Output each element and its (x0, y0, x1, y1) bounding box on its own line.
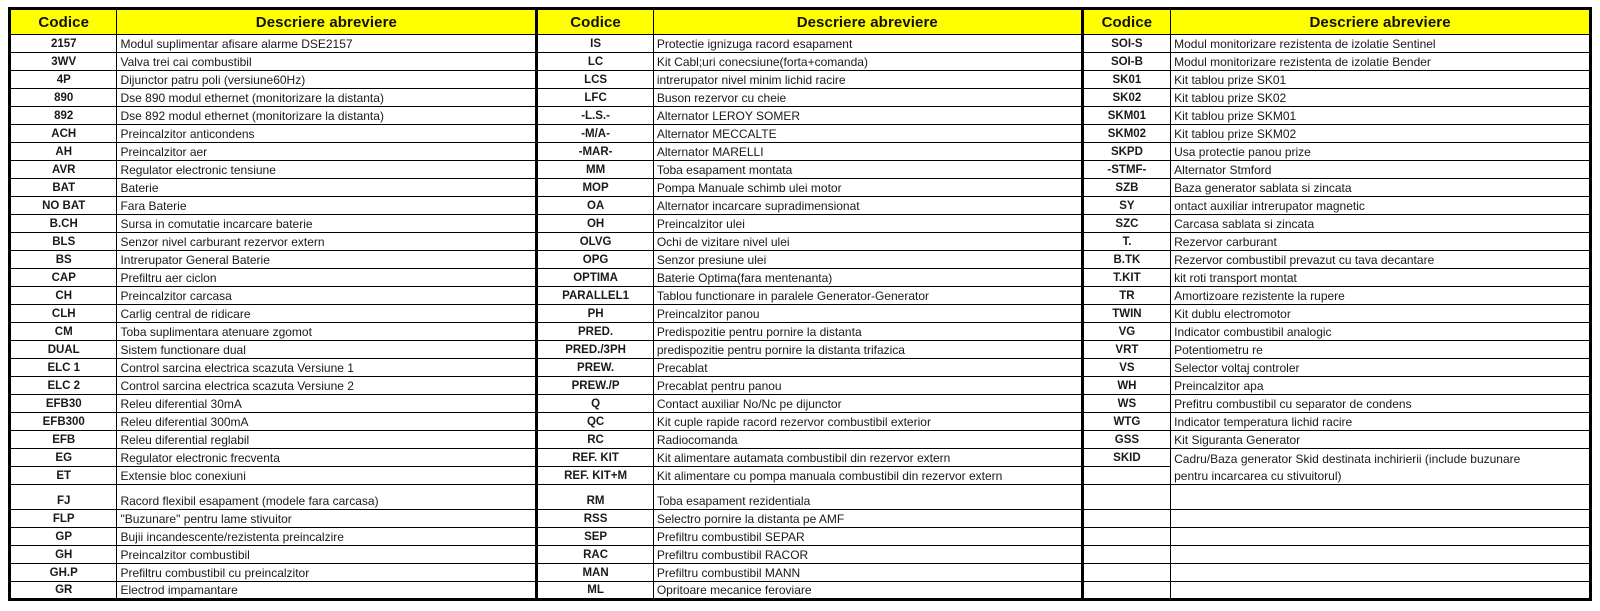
table-row (10, 359, 1591, 377)
desc-cell: Preincalzitor anticondens (117, 125, 537, 143)
table-body (10, 35, 1591, 600)
code-cell: CH (10, 287, 117, 305)
code-cell: OLVG (537, 233, 654, 251)
code-cell (1082, 467, 1170, 485)
table-row (10, 449, 1591, 467)
code-cell: BAT (10, 179, 117, 197)
desc-cell: Prefiltru combustibil MANN (653, 564, 1082, 582)
code-cell: RC (537, 431, 654, 449)
desc-cell: Kit tablou prize SK01 (1171, 71, 1591, 89)
code-cell: -L.S.- (537, 107, 654, 125)
desc-cell: pentru incarcarea cu stivuitorul) (1171, 467, 1591, 485)
desc-cell: Preincalzitor panou (653, 305, 1082, 323)
desc-cell: Predispozitie pentru pornire la distanta (653, 323, 1082, 341)
code-cell: VS (1082, 359, 1170, 377)
code-cell: ELC 1 (10, 359, 117, 377)
code-cell: WH (1082, 377, 1170, 395)
desc-cell: Kit Cabl;uri conecsiune(forta+comanda) (653, 53, 1082, 71)
codice-header-2: Codice (537, 9, 654, 35)
code-cell: SOI-S (1082, 35, 1170, 53)
code-cell: SKPD (1082, 143, 1170, 161)
code-cell: DUAL (10, 341, 117, 359)
desc-cell: Baterie (117, 179, 537, 197)
code-cell: SZC (1082, 215, 1170, 233)
code-cell: RM (537, 485, 654, 510)
desc-cell: Dse 892 modul ethernet (monitorizare la distanta) (117, 107, 537, 125)
desc-cell: Kit alimentare autamata combustibil din rezervor extern (653, 449, 1082, 467)
table-row (10, 467, 1591, 485)
code-cell: OPG (537, 251, 654, 269)
desc-cell (1171, 582, 1591, 600)
desc-cell: Carcasa sablata si zincata (1171, 215, 1591, 233)
code-cell (1082, 485, 1170, 510)
code-cell: 3WV (10, 53, 117, 71)
desc-cell: Electrod impamantare (117, 582, 537, 600)
desc-cell: Pompa Manuale schimb ulei motor (653, 179, 1082, 197)
code-cell: EFB300 (10, 413, 117, 431)
desc-cell: Releu diferential 300mA (117, 413, 537, 431)
descriere-header-3: Descriere abreviere (1171, 9, 1591, 35)
code-cell: CAP (10, 269, 117, 287)
desc-cell: Kit dublu electromotor (1171, 305, 1591, 323)
code-cell: SY (1082, 197, 1170, 215)
desc-cell: Kit alimentare cu pompa manuala combustibil din rezervor extern (653, 467, 1082, 485)
code-cell: FLP (10, 510, 117, 528)
desc-cell (1171, 546, 1591, 564)
code-cell: SEP (537, 528, 654, 546)
desc-cell: Kit tablou prize SK02 (1171, 89, 1591, 107)
descriere-header-1: Descriere abreviere (117, 9, 537, 35)
code-cell: AH (10, 143, 117, 161)
desc-cell: Kit Siguranta Generator (1171, 431, 1591, 449)
code-cell: WTG (1082, 413, 1170, 431)
table-row (10, 125, 1591, 143)
code-cell: SOI-B (1082, 53, 1170, 71)
desc-cell: Selector voltaj controler (1171, 359, 1591, 377)
desc-cell (1171, 528, 1591, 546)
desc-cell: Kit cuple rapide racord rezervor combustibil exterior (653, 413, 1082, 431)
desc-cell: "Buzunare" pentru lame stivuitor (117, 510, 537, 528)
desc-cell: Preincalzitor aer (117, 143, 537, 161)
table-row (10, 413, 1591, 431)
code-cell: VG (1082, 323, 1170, 341)
code-cell: 4P (10, 71, 117, 89)
code-cell: FJ (10, 485, 117, 510)
code-cell: GSS (1082, 431, 1170, 449)
table-row (10, 197, 1591, 215)
desc-cell: Prefitru combustibil cu separator de condens (1171, 395, 1591, 413)
desc-cell: Extensie bloc conexiuni (117, 467, 537, 485)
desc-cell: Dijunctor patru poli (versiune60Hz) (117, 71, 537, 89)
desc-cell: Kit tablou prize SKM01 (1171, 107, 1591, 125)
desc-cell: Contact auxiliar No/Nc pe dijunctor (653, 395, 1082, 413)
desc-cell: Tablou functionare in paralele Generator-Generator (653, 287, 1082, 305)
code-cell: IS (537, 35, 654, 53)
code-cell: REF. KIT (537, 449, 654, 467)
desc-cell: Control sarcina electrica scazuta Versiune 1 (117, 359, 537, 377)
desc-cell: Kit tablou prize SKM02 (1171, 125, 1591, 143)
header-row (10, 9, 1591, 35)
table-row (10, 528, 1591, 546)
code-cell: EFB30 (10, 395, 117, 413)
code-cell: ET (10, 467, 117, 485)
desc-cell: Control sarcina electrica scazuta Versiune 2 (117, 377, 537, 395)
table-header (10, 9, 1591, 35)
desc-cell: Modul suplimentar afisare alarme DSE2157 (117, 35, 537, 53)
desc-cell: predispozitie pentru pornire la distanta trifazica (653, 341, 1082, 359)
desc-cell: Senzor presiune ulei (653, 251, 1082, 269)
desc-cell: Usa protectie panou prize (1171, 143, 1591, 161)
code-cell: GR (10, 582, 117, 600)
desc-cell: Preincalzitor ulei (653, 215, 1082, 233)
desc-cell: Buson rezervor cu cheie (653, 89, 1082, 107)
table-row (10, 161, 1591, 179)
code-cell: WS (1082, 395, 1170, 413)
desc-cell: Fara Baterie (117, 197, 537, 215)
code-cell: VRT (1082, 341, 1170, 359)
code-cell: SK02 (1082, 89, 1170, 107)
code-cell (1082, 582, 1170, 600)
table-row (10, 546, 1591, 564)
table-row (10, 71, 1591, 89)
code-cell: PARALLEL1 (537, 287, 654, 305)
desc-cell: kit roti transport montat (1171, 269, 1591, 287)
desc-cell: Releu diferential reglabil (117, 431, 537, 449)
code-cell: 890 (10, 89, 117, 107)
code-cell: ELC 2 (10, 377, 117, 395)
desc-cell: Preincalzitor combustibil (117, 546, 537, 564)
table-row (10, 89, 1591, 107)
code-cell (1082, 528, 1170, 546)
desc-cell: Regulator electronic frecventa (117, 449, 537, 467)
desc-cell: Opritoare mecanice feroviare (653, 582, 1082, 600)
table-row (10, 179, 1591, 197)
desc-cell: Bujii incandescente/rezistenta preincalzire (117, 528, 537, 546)
code-cell: LFC (537, 89, 654, 107)
desc-cell: Preincalzitor apa (1171, 377, 1591, 395)
desc-cell: Intrerupator General Baterie (117, 251, 537, 269)
code-cell: SKID (1082, 449, 1170, 467)
table-row (10, 107, 1591, 125)
code-cell: TR (1082, 287, 1170, 305)
desc-cell: ontact auxiliar intrerupator magnetic (1171, 197, 1591, 215)
desc-cell (1171, 510, 1591, 528)
desc-cell: Potentiometru re (1171, 341, 1591, 359)
table-row (10, 431, 1591, 449)
desc-cell: Rezervor carburant (1171, 233, 1591, 251)
code-cell: TWIN (1082, 305, 1170, 323)
table-row (10, 323, 1591, 341)
code-cell: LCS (537, 71, 654, 89)
codice-header-3: Codice (1082, 9, 1170, 35)
code-cell: SKM02 (1082, 125, 1170, 143)
desc-cell: Toba esapament rezidentiala (653, 485, 1082, 510)
table-row (10, 215, 1591, 233)
desc-cell: Alternator MARELLI (653, 143, 1082, 161)
desc-cell: Precablat (653, 359, 1082, 377)
table-row (10, 377, 1591, 395)
code-cell: OA (537, 197, 654, 215)
code-cell: CM (10, 323, 117, 341)
desc-cell: Senzor nivel carburant rezervor extern (117, 233, 537, 251)
desc-cell: Dse 890 modul ethernet (monitorizare la distanta) (117, 89, 537, 107)
desc-cell: Alternator MECCALTE (653, 125, 1082, 143)
table-row (10, 564, 1591, 582)
codice-header-1: Codice (10, 9, 117, 35)
code-cell: GH (10, 546, 117, 564)
desc-cell: Protectie ignizuga racord esapament (653, 35, 1082, 53)
code-cell: REF. KIT+M (537, 467, 654, 485)
desc-cell: Sistem functionare dual (117, 341, 537, 359)
code-cell: 2157 (10, 35, 117, 53)
code-cell: GH.P (10, 564, 117, 582)
desc-cell: Carlig central de ridicare (117, 305, 537, 323)
table-row (10, 510, 1591, 528)
desc-cell: Prefiltru aer ciclon (117, 269, 537, 287)
code-cell: T. (1082, 233, 1170, 251)
table-row (10, 341, 1591, 359)
code-cell (1082, 546, 1170, 564)
desc-cell: Alternator Stmford (1171, 161, 1591, 179)
code-cell: B.TK (1082, 251, 1170, 269)
desc-cell: Precablat pentru panou (653, 377, 1082, 395)
code-cell: PRED./3PH (537, 341, 654, 359)
code-cell: Q (537, 395, 654, 413)
desc-cell: Baza generator sablata si zincata (1171, 179, 1591, 197)
code-cell: RAC (537, 546, 654, 564)
table-row (10, 582, 1591, 600)
abbreviation-table (8, 7, 1592, 601)
desc-cell: Rezervor combustibil prevazut cu tava decantare (1171, 251, 1591, 269)
desc-cell: Prefiltru combustibil RACOR (653, 546, 1082, 564)
desc-cell: Racord flexibil esapament (modele fara carcasa) (117, 485, 537, 510)
desc-cell: intrerupator nivel minim lichid racire (653, 71, 1082, 89)
code-cell: AVR (10, 161, 117, 179)
code-cell: NO BAT (10, 197, 117, 215)
code-cell (1082, 510, 1170, 528)
code-cell: EFB (10, 431, 117, 449)
desc-cell: Modul monitorizare rezistenta de izolatie Sentinel (1171, 35, 1591, 53)
code-cell: EG (10, 449, 117, 467)
desc-cell: Regulator electronic tensiune (117, 161, 537, 179)
code-cell: RSS (537, 510, 654, 528)
code-cell: LC (537, 53, 654, 71)
desc-cell: Toba esapament montata (653, 161, 1082, 179)
code-cell: PH (537, 305, 654, 323)
desc-cell: Releu diferential 30mA (117, 395, 537, 413)
table-row (10, 35, 1591, 53)
desc-cell: Radiocomanda (653, 431, 1082, 449)
code-cell: ML (537, 582, 654, 600)
desc-cell: Prefiltru combustibil cu preincalzitor (117, 564, 537, 582)
code-cell: OH (537, 215, 654, 233)
table-row (10, 287, 1591, 305)
code-cell: B.CH (10, 215, 117, 233)
desc-cell (1171, 485, 1591, 510)
code-cell: T.KIT (1082, 269, 1170, 287)
code-cell: CLH (10, 305, 117, 323)
code-cell: BLS (10, 233, 117, 251)
desc-cell: Ochi de vizitare nivel ulei (653, 233, 1082, 251)
desc-cell: Indicator temperatura lichid racire (1171, 413, 1591, 431)
code-cell: PREW./P (537, 377, 654, 395)
table-row (10, 395, 1591, 413)
table-row (10, 485, 1591, 510)
code-cell (1082, 564, 1170, 582)
table-row (10, 233, 1591, 251)
desc-cell: Baterie Optima(fara mentenanta) (653, 269, 1082, 287)
table-row (10, 143, 1591, 161)
code-cell: MAN (537, 564, 654, 582)
code-cell: SZB (1082, 179, 1170, 197)
desc-cell: Indicator combustibil analogic (1171, 323, 1591, 341)
code-cell: BS (10, 251, 117, 269)
desc-cell: Selectro pornire la distanta pe AMF (653, 510, 1082, 528)
table-row (10, 305, 1591, 323)
code-cell: SKM01 (1082, 107, 1170, 125)
desc-cell: Preincalzitor carcasa (117, 287, 537, 305)
desc-cell: Amortizoare rezistente la rupere (1171, 287, 1591, 305)
desc-cell: Alternator incarcare supradimensionat (653, 197, 1082, 215)
code-cell: ACH (10, 125, 117, 143)
desc-cell: Toba suplimentara atenuare zgomot (117, 323, 537, 341)
code-cell: -M/A- (537, 125, 654, 143)
code-cell: -MAR- (537, 143, 654, 161)
code-cell: MOP (537, 179, 654, 197)
code-cell: 892 (10, 107, 117, 125)
table-row (10, 269, 1591, 287)
code-cell: -STMF- (1082, 161, 1170, 179)
table-row (10, 53, 1591, 71)
desc-cell (1171, 564, 1591, 582)
desc-cell: Sursa in comutatie incarcare baterie (117, 215, 537, 233)
code-cell: GP (10, 528, 117, 546)
desc-cell: Prefiltru combustibil SEPAR (653, 528, 1082, 546)
code-cell: SK01 (1082, 71, 1170, 89)
desc-cell: Alternator LEROY SOMER (653, 107, 1082, 125)
code-cell: PREW. (537, 359, 654, 377)
descriere-header-2: Descriere abreviere (653, 9, 1082, 35)
code-cell: QC (537, 413, 654, 431)
code-cell: PRED. (537, 323, 654, 341)
desc-cell: Valva trei cai combustibil (117, 53, 537, 71)
table-row (10, 251, 1591, 269)
code-cell: MM (537, 161, 654, 179)
desc-cell: Cadru/Baza generator Skid destinata inchirierii (include buzunare (1171, 449, 1591, 467)
code-cell: OPTIMA (537, 269, 654, 287)
desc-cell: Modul monitorizare rezistenta de izolatie Bender (1171, 53, 1591, 71)
